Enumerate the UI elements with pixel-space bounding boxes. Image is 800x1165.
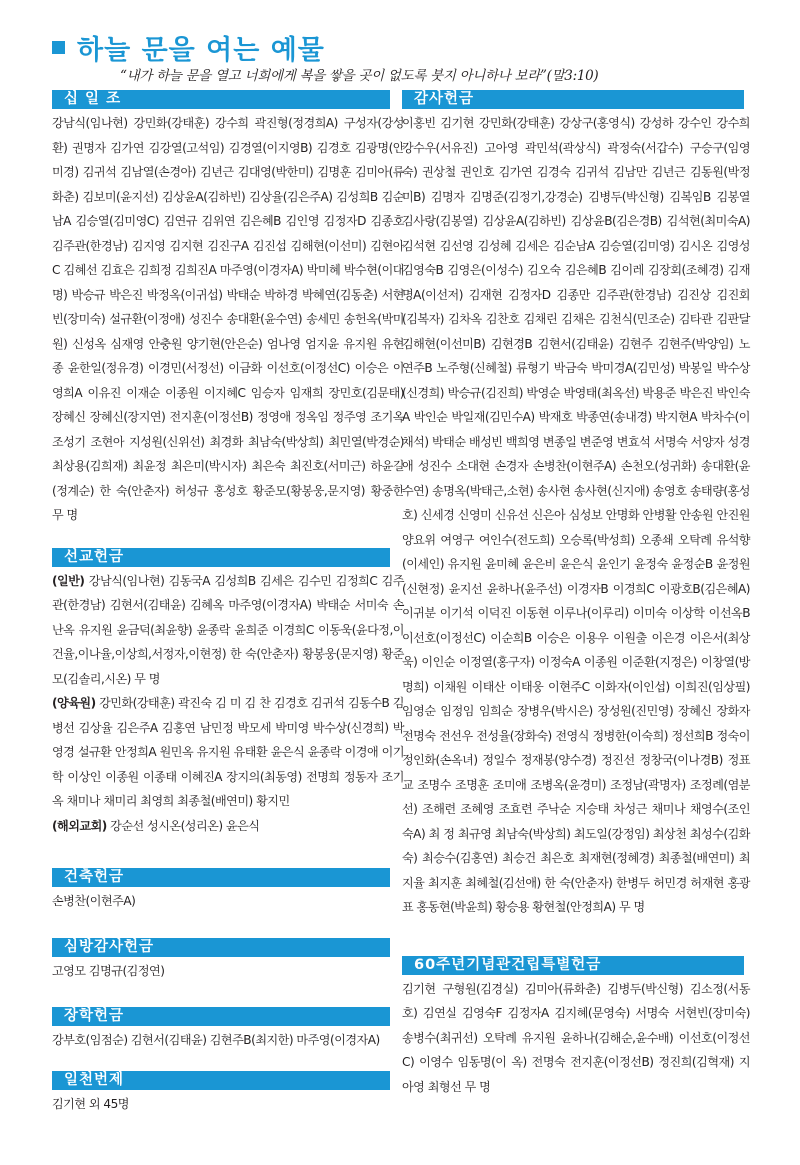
section-mission: [52, 548, 404, 839]
section-heading: 심방감사헌금: [52, 938, 390, 957]
section-tithe: [52, 90, 404, 528]
donor-names: 강순선 성시온(성리온) 윤은식: [106, 818, 260, 833]
donor-list: 김기현 구형원(김경실) 김미아(류화춘) 김병두(박신형) 김소정(서동호) 김연실 김영숙F 김정자A 김지혜(문영숙) 서명숙 서현빈(장미숙) 송병수(최귀선) 오탁례 유지원 윤하나(김해순,윤수배) 이선호(이정선C) 이영수 임동명(이 옥) 전명숙 전지훈(이정선B) 정진희(김혁재) 지아영 최형선 무 명: [402, 981, 750, 1094]
mission-nurture: [52, 691, 404, 814]
section-heading: 선교헌금: [52, 548, 390, 567]
title-bullet-icon: [52, 41, 65, 54]
section-ilcheon: [52, 1071, 404, 1117]
category-label: (해외교회): [52, 818, 107, 833]
donor-list: [52, 569, 404, 839]
section-heading: 건축헌금: [52, 868, 390, 887]
section-heading: 60주년기념관건립특별헌금: [402, 956, 744, 975]
donor-list: 김기현 외 45명: [52, 1096, 129, 1111]
left-column: [52, 90, 404, 1130]
category-label: (양육원): [52, 696, 96, 710]
section-anniversary: [402, 956, 750, 1100]
donor-list: 강부호(임점순) 김현서(김태윤) 김현주B(최지한) 마주영(이경자A): [52, 1033, 380, 1047]
section-scholarship: [52, 1007, 404, 1053]
section-visit-thanks: [52, 938, 404, 984]
mission-overseas: [52, 814, 404, 839]
section-building: [52, 868, 404, 914]
donor-names: 강민화(강태훈) 곽진숙 김 미 김 찬 김경호 김귀석 김동수B 김병선 김상율 김은주A 김홍연 남민정 박모세 박미영 박수상(신경희) 박영경 설규환 안정희A 원민옥 유지원 유태환 윤은식 윤종락 이경애 이기학 이상인 이종원 이종태 이혜진A 장지의(최동영) 전명희 정동자 조기옥 채미나 채미리 최영희 최종철(배연미) 황지민: [52, 696, 404, 808]
category-label: (일반): [52, 573, 85, 588]
right-column: [402, 90, 750, 1113]
section-heading: 십 일 조: [52, 90, 390, 109]
section-thanks: [402, 90, 750, 920]
section-heading: 일천번제: [52, 1071, 390, 1090]
donor-list: 이홍빈 김기현 강민화(강태훈) 강상구(홍영식) 강성하 강수인 강수희 강수우(서유진) 고아영 곽민석(곽상식) 곽정숙(서갑수) 구승구(임영숙) 권상철 권인호 김가연 김경숙 김귀석 김남만 김년근 김동원(박정미B) 김명자 김명준(김정기,강경순) 김병두(박신형) 김복임B 김봉열 김사랑(김봉열) 김상윤A(김하빈) 김상윤B(김은경B) 김석현(최미숙A) 김석현 김선영 김성혜 김세은 김순남A 김승열(김미영) 김시온 김영성 김영숙B 김영은(이성수) 김오숙 김은혜B 김이레 김장회(조혜경) 김재명A(이선저) 김재현 김정자D 김종만 김주관(한경남) 김진상 김진회(김복자) 김차옥 김찬호 김채린 김채은 김천식(민조순) 김타관 김판달 김해현(이선미B) 김현경B 김현서(김태윤) 김현주 김현주(박양임) 노연주B 노주형(신혜철) 류형기 박금숙 박미경A(김민성) 박봉일 박수상(신경희) 박승규(김진희) 박영순 박영태(최옥선) 박용준 박은진 박인숙A 박인순 박일재(김민수A) 박재호 박종연(송내경) 박지현A 박차수(이채석) 박태순 배성빈 백희영 변종일 변준영 변효석 서명숙 서양자 성경애 성진수 소대현 손경자 손병찬(이현주A) 손천오(성귀화) 송대환(윤수연) 송명옥(박태근,소현) 송사현 송사현(신지애) 송영호 송태량(홍성호) 신세경 신영미 신유선 신은아 심성보 안명화 안병활 안송원 안진원 양요위 여영구 여인수(전도희) 오승록(박성희) 오종쇄 오탁례 유석향(이세인) 유지원 윤미혜 윤은비 윤은식 윤인기 윤정숙 윤정순B 윤정원(신현정) 윤지선 윤하나(윤주선) 이경자B 이경희C 이광호B(김은혜A) 이귀분 이기석 이덕진 이동현 이루나(이루리) 이미숙 이상학 이선옥B 이선호(이정선C) 이순희B 이승은 이용우 이원출 이은경 이은서(최상욱) 이인순 이정열(홍구자) 이정숙A 이종원 이준환(지정은) 이창열(방명희) 이채원 이태산 이태웅 이현주C 이화자(이인섭) 이희진(임상필) 임영순 임정임 임희순 장병우(박시은) 장성원(진민영) 장혜신 장화자 전명숙 전선우 전성율(장화숙) 전영식 정병한(이숙희) 정선희B 정숙이 정인화(손옥녀) 정일수 정재봉(양수경) 정진선 정창국(이나경B) 정표교 조명수 조명훈 조미애 조병옥(윤경미) 조정남(곽명자) 조정례(염분선) 조해련 조혜영 조효련 주낙순 지승태 차성근 채미나 채영수(조인숙A) 최 정 최규영 최남숙(박상희) 최도일(강정임) 최상천 최성수(김화숙) 최승수(김홍연) 최승건 최은호 최재현(정혜경) 최종철(배연미) 최지율 최지훈 최혜철(김선애) 한 숙(안춘자) 한병두 허민경 허재현 홍광표 홍동현(박윤희) 황승용 황현철(안정희A) 무 명: [402, 116, 750, 914]
page-header: [52, 30, 325, 64]
section-heading: 감사헌금: [402, 90, 744, 109]
page-subtitle: “내가 하늘 문을 열고 너희에게 복을 쌓을 곳이 없도록 붓지 아니하나 보라”(말3:10): [120, 68, 599, 84]
section-heading: 장학헌금: [52, 1007, 390, 1026]
donor-list: 고영모 김명규(김정연): [52, 963, 165, 978]
page-title: 하늘 문을 여는 예물: [77, 34, 325, 66]
donor-names: 강남식(임나현) 김동국A 김성희B 김세은 김수민 김정희C 김주관(한경남) 김현서(김태윤) 김혜옥 마주영(이경자A) 박태순 서미숙 손난옥 유지원 윤금덕(최윤향) 윤종락 윤희준 이경희C 이동욱(윤다정,이건율,이나율,이상희,서정자,이현정) 한 숙(안춘자) 황봉웅(문지영) 황준모(김솔리,시온) 무 명: [52, 573, 404, 686]
donor-list: 강남식(임나현) 강민화(강태훈) 강수희 곽진형(정경희A) 구성자(강성환) 권명자 김가연 김강열(고석임) 김경열(이지영B) 김경호 김광명(안미경) 김귀석 김남열(손경아) 김년근 김대영(박한미) 김명훈 김미아(류화춘) 김보미(윤지선) 김상윤A(김하빈) 김상율(김은주A) 김성희B 김순남A 김승열(김미영C) 김연규 김위연 김은혜B 김인영 김정자D 김종호 김주관(한경남) 김지영 김지현 김진구A 김진섭 김해현(이선미) 김현아C 김혜선 김효은 김희정 김희진A 마주영(이경자A) 박미혜 박수현(이대명) 박승규 박은진 박정옥(이귀섭) 박태순 박하경 박혜연(김동춘) 서현빈(장미숙) 설규환(이정애) 성진수 송대환(윤수연) 송세민 송헌옥(박미원) 신성옥 심재영 안충원 양기현(안은순) 엄나영 엄지윤 유지원 유현종 윤한일(정유경) 이경민(서정선) 이금화 이선호(이정선C) 이승은 이영희A 이유진 이재순 이종원 이지혜C 임승자 임재희 장민호(김문태) 장혜신 장혜신(장지연) 전지훈(이정선B) 정영애 정옥임 정주영 조기옥 조성기 조현아 지성원(신위선) 최경화 최남숙(박상희) 최민열(박경순) 최상용(김희재) 최윤정 최은미(박시자) 최은숙 최진호(서미근) 하윤길(정계순) 한 숙(안춘자) 허성규 홍성호 황준모(황봉웅,문지영) 황중한 무 명: [52, 116, 404, 522]
donor-list: 손병찬(이현주A): [52, 894, 136, 908]
mission-general: [52, 569, 404, 692]
